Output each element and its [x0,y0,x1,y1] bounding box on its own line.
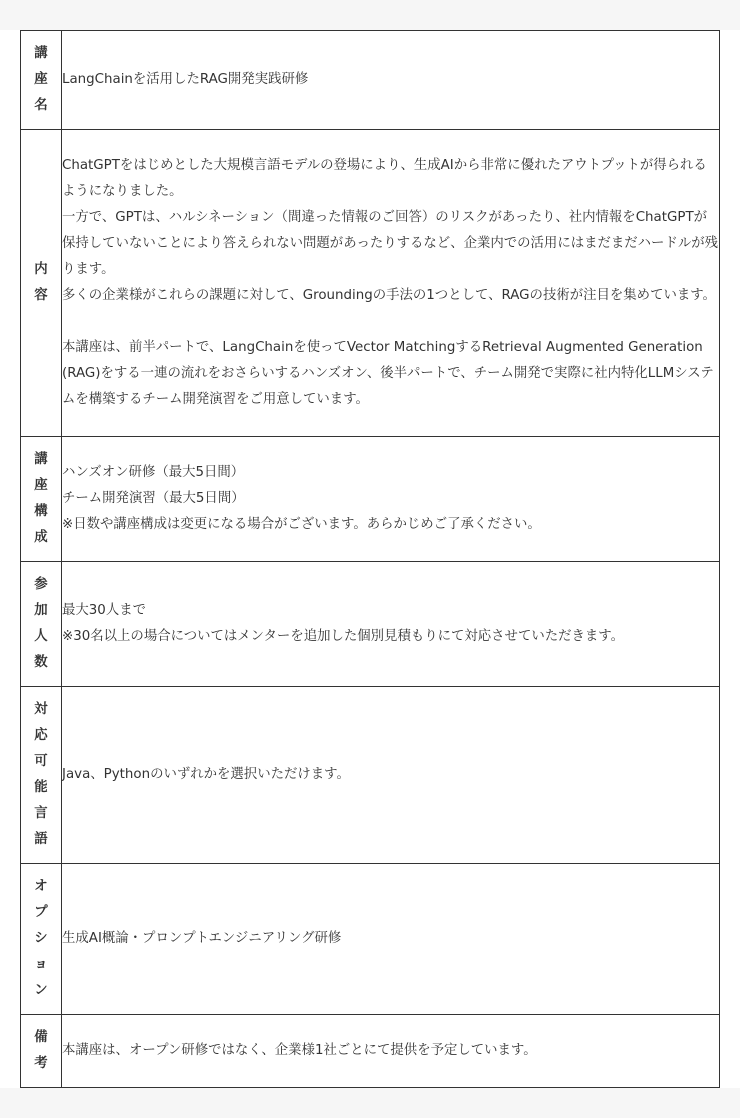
content-line: ※日数や講座構成は変更になる場合がございます。あらかじめご了承ください。 [62,517,541,532]
content-line: チーム開発演習（最大5日間） [62,491,245,506]
row-content [62,31,720,130]
table-row-notes [21,1015,720,1088]
row-label: 講座名 [21,31,62,130]
content-line: 本講座は、オープン研修ではなく、企業様1社ごとにて提供を予定しています。 [62,1043,537,1058]
row-label: 内容 [21,130,62,437]
content-line: 最大30人まで [62,603,146,618]
course-info-table [20,30,720,1088]
table-row-course-name [21,31,720,130]
content-line: 生成AI概論・プロンプトエンジニアリング研修 [62,931,342,946]
content-line: ※30名以上の場合についてはメンターを追加した個別見積もりにて対応させていただきます。 [62,629,625,644]
table-row-contents [21,130,720,437]
content-line: 一方で、GPTは、ハルシネーション（間違った情報のご回答）のリスクがあったり、社内情報をChatGPTが保持していないことにより答えられない問題があったりするなど、企業内での活用にはまだまだハードルが残ります。 [62,210,719,277]
content-line: LangChainを活用したRAG開発実践研修 [62,72,309,87]
content-line: 本講座は、前半パートで、LangChainを使ってVector MatchingするRetrieval Augmented Generation (RAG)をする一連の流れをおさらいするハンズオン、後半パートで、チーム開発で実際に社内特化LLMシステムを構築するチーム開発演習をご用意しています。 [62,340,714,407]
row-content [62,864,720,1015]
table-row-languages [21,687,720,864]
row-content [62,562,720,687]
content-line: Java、Pythonのいずれかを選択いただけます。 [62,767,350,782]
row-label: オプション [21,864,62,1015]
table-row-options [21,864,720,1015]
row-label: 講座構成 [21,437,62,562]
page [0,30,740,1088]
content-line: ChatGPTをはじめとした大規模言語モデルの登場により、生成AIから非常に優れたアウトプットが得られるようになりました。 [62,158,707,199]
row-content [62,1015,720,1088]
row-label: 参加人数 [21,562,62,687]
row-content [62,687,720,864]
table-row-participants [21,562,720,687]
table-row-course-structure [21,437,720,562]
content-line: ハンズオン研修（最大5日間） [62,465,245,480]
row-content [62,130,720,437]
blank-line [62,309,719,335]
row-label: 対応可能言語 [21,687,62,864]
content-line: 多くの企業様がこれらの課題に対して、Groundingの手法の1つとして、RAGの技術が注目を集めています。 [62,288,716,303]
row-content [62,437,720,562]
row-label: 備考 [21,1015,62,1088]
